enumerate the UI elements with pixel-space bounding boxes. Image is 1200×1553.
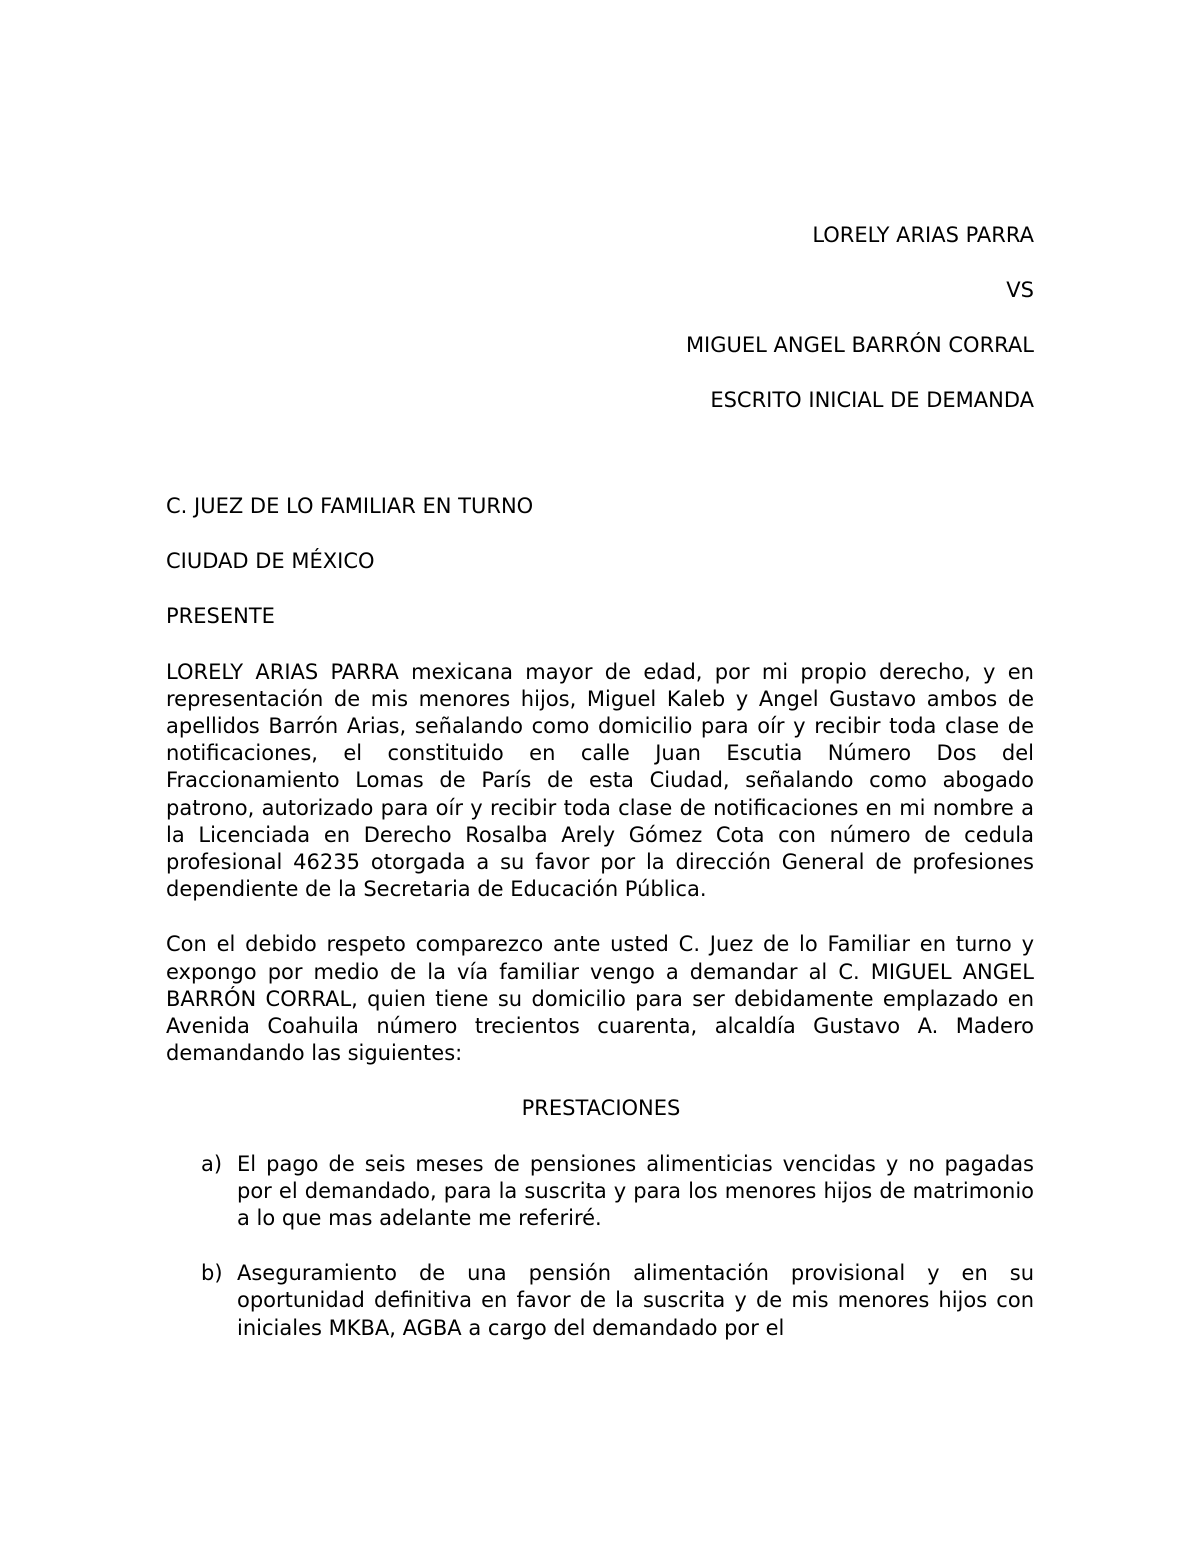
list-item: [166, 1260, 1034, 1342]
document-type-title: ESCRITO INICIAL DE DEMANDA: [710, 388, 1034, 412]
addressee-judge: C. JUEZ DE LO FAMILIAR EN TURNO: [166, 494, 534, 518]
prestaciones-list: [166, 1151, 1034, 1342]
intro-paragraph: LORELY ARIAS PARRA mexicana mayor de edad, por mi propio derecho, y en representación de mis menores hijos, Miguel Kaleb y Angel Gustavo ambos de apellidos Barrón Arias, señalando como domicilio para oír y recibir toda clase de notificaciones, el constituido en calle Juan Escutia Número Dos del Fraccionamiento Lomas de París de esta Ciudad, señalando como abogado patrono, autorizado para oír y recibir toda clase de notificaciones en mi nombre a la Licenciada en Derecho Rosalba Arely Gómez Cota con número de cedula profesional 46235 otorgada a su favor por la dirección General de profesiones dependiente de la Secretaria de Educación Pública.: [166, 659, 1034, 902]
list-item-marker: a): [201, 1151, 223, 1176]
versus-label: VS: [1006, 278, 1034, 302]
list-item-marker: b): [201, 1261, 223, 1286]
case-caption: [686, 220, 1034, 440]
plaintiff-name: LORELY ARIAS PARRA: [812, 223, 1034, 247]
addressee-city: CIUDAD DE MÉXICO: [166, 549, 375, 574]
document-body: [166, 493, 1034, 1370]
list-item: [166, 1151, 1034, 1233]
list-item-text: El pago de seis meses de pensiones alimenticias vencidas y no pagadas por el demandado, para la suscrita y para los menores hijos de matrimonio a lo que mas adelante me referiré.: [237, 1151, 1034, 1231]
defendant-name: MIGUEL ANGEL BARRÓN CORRAL: [685, 333, 1034, 357]
list-item-text: Aseguramiento de una pensión alimentación provisional y en su oportunidad definitiva en favor de la suscrita y de mis menores hijos con iniciales MKBA, AGBA a cargo del demandado por el: [237, 1261, 1034, 1340]
claim-paragraph: Con el debido respeto comparezco ante usted C. Juez de lo Familiar en turno y expongo por medio de la vía familiar vengo a demandar al C. MIGUEL ANGEL BARRÓN CORRAL, quien tiene su domicilio para ser debidamente emplazado en Avenida Coahuila número trecientos cuarenta, alcaldía Gustavo A. Madero demandando las siguientes:: [166, 932, 1034, 1066]
prestaciones-heading: PRESTACIONES: [521, 1096, 681, 1121]
addressee-presente: PRESENTE: [166, 604, 275, 629]
